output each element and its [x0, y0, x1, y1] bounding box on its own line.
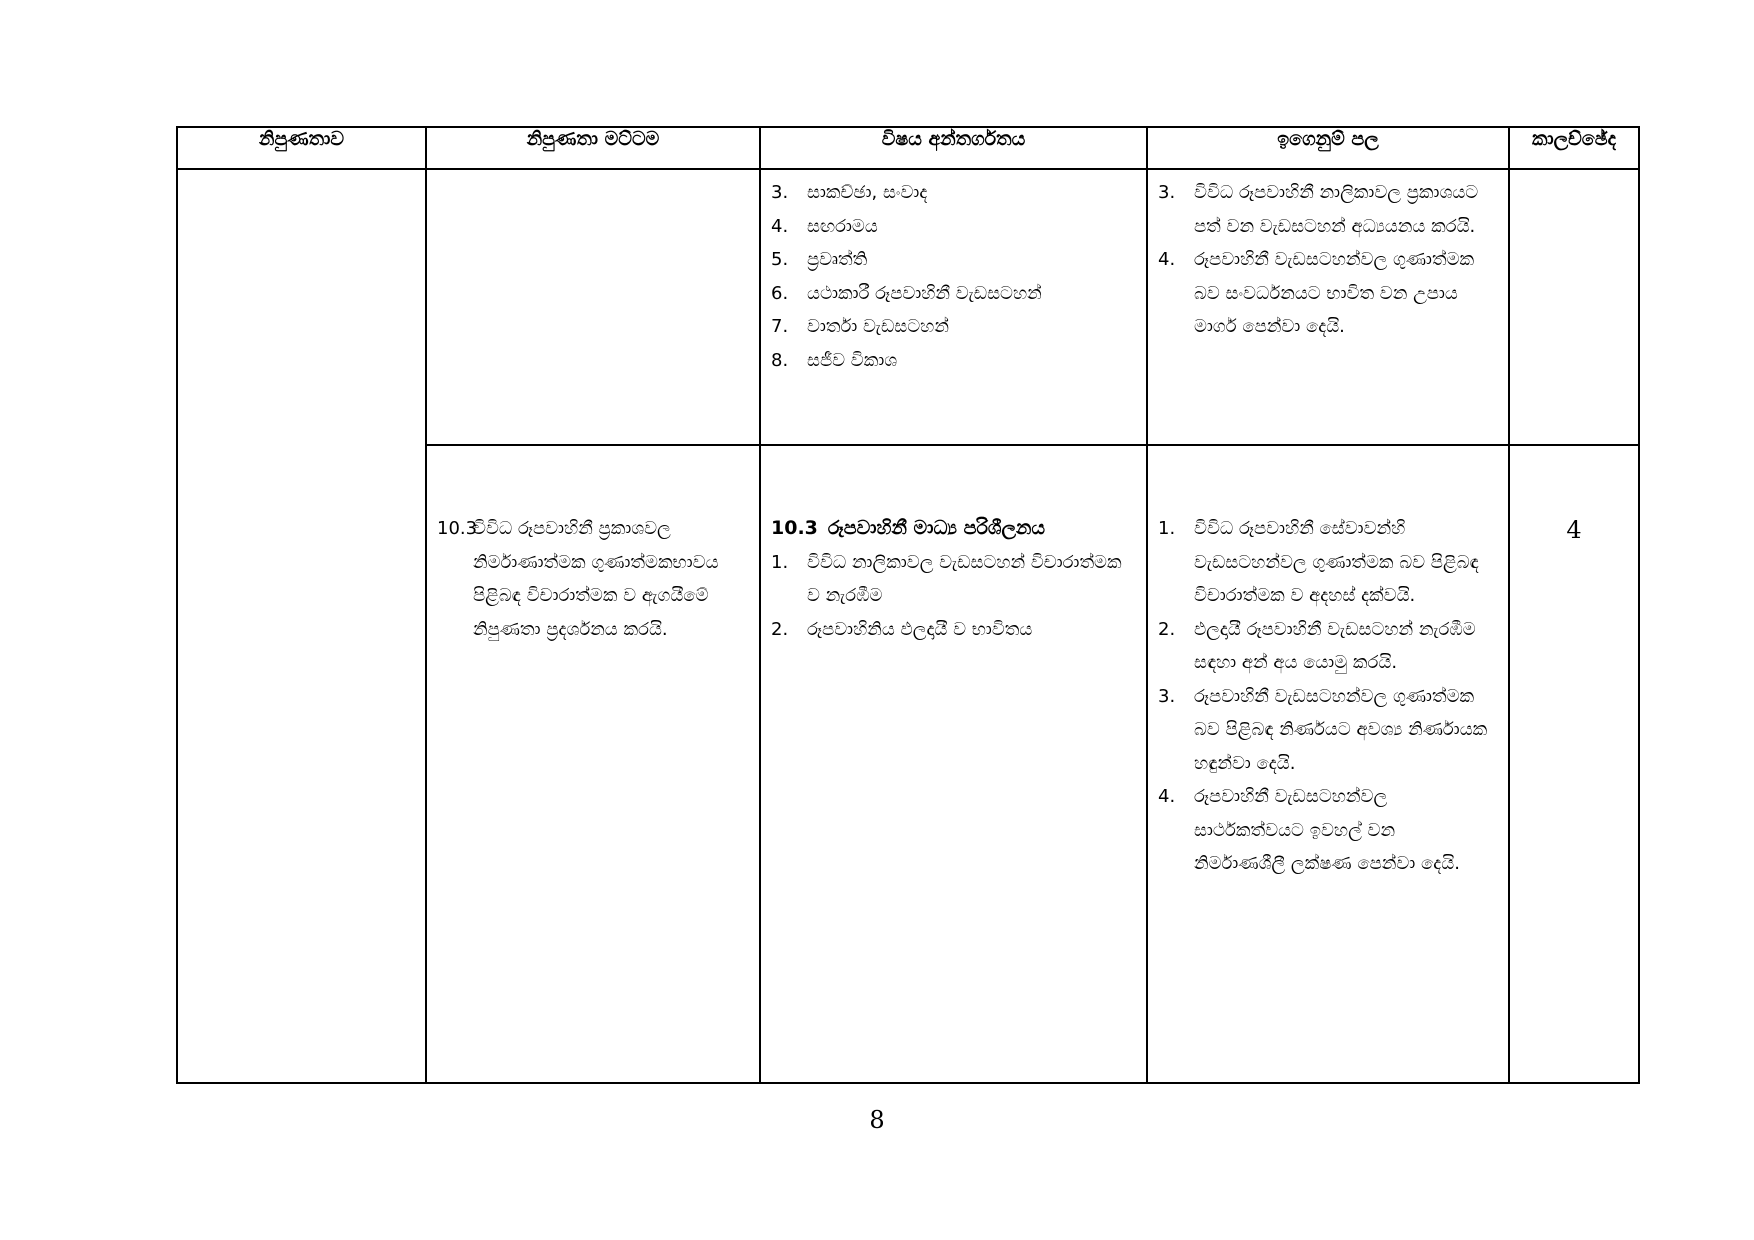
content-list — [761, 546, 1146, 647]
list-item: 4. සඟරාමය — [771, 215, 878, 237]
competency-cell — [177, 169, 426, 1083]
periods-cell — [1509, 169, 1639, 445]
list-item: 3. සාකච්ඡා, සංවාද — [771, 182, 928, 203]
table-row — [177, 169, 1639, 445]
content-list — [761, 176, 1146, 377]
list-item: 1. විවිධ රූපවාහිනී සේවාවන්හි වැඩසටහන්වල ගුණාත්මක බව පිළිබඳ විචාරාත්මක ව අදහස් දක්වයි. — [1158, 518, 1479, 606]
outcomes-list — [1148, 512, 1508, 881]
list-item: 8. සජීව විකාශ — [771, 349, 898, 371]
list-item: 3. විවිධ රූපවාහිනී නාලිකාවල ප්‍රකාශයට පත් වන වැඩසටහන් අධ්‍යයනය කරයි. — [1158, 182, 1479, 237]
competency-level-cell — [426, 169, 760, 445]
learning-outcomes-cell — [1147, 169, 1509, 445]
list-item: 1. විවිධ නාලිකාවල වැඩසටහන් විචාරාත්මක ව නැරඹීම — [771, 551, 1122, 606]
header-periods: කාලච්ඡේද — [1509, 127, 1639, 169]
table-header-row — [177, 127, 1639, 169]
list-item: 6. යථාකාරී රූපවාහිනී වැඩසටහන් — [771, 282, 1042, 304]
header-competency-level: නිපුණතා මට්ටම — [426, 127, 760, 169]
subject-content-cell — [760, 169, 1147, 445]
list-item: 3. රූපවාහිනී වැඩසටහන්වල ගුණාත්මක බව පිළිබඳ නිර්ණයට අවශ්‍ය නිර්ණායක හඳුන්වා දෙයි. — [1158, 685, 1488, 774]
syllabus-table — [176, 126, 1640, 1084]
periods-value: 4 — [1566, 516, 1582, 544]
header-subject-content: විෂය අන්තර්ගතය — [760, 127, 1147, 169]
header-learning-outcomes: ඉගෙනුම් පල — [1147, 127, 1509, 169]
competency-level-cell — [426, 445, 760, 1083]
subject-content-cell — [760, 445, 1147, 1083]
topic-heading: 10.3 රූපවාහිනී මාධ්‍ය පරිශීලනය — [771, 517, 1046, 539]
outcomes-list — [1148, 176, 1508, 344]
page-number: 8 — [869, 1106, 885, 1134]
periods-cell — [1509, 445, 1639, 1083]
header-competency: නිපුණතාව — [177, 127, 426, 169]
list-item: 5. ප්‍රවෘත්ති — [771, 249, 868, 270]
list-item: 2. රූපවාහිනිය ඵලදායී ව භාවිතය — [771, 618, 1033, 640]
learning-outcomes-cell — [1147, 445, 1509, 1083]
list-item: 4. රූපවාහිනී වැඩසටහන්වල සාර්ථකත්වයට ඉවහල් වන නිර්මාණශීලී ලක්ෂණ පෙන්වා දෙයි. — [1158, 786, 1460, 874]
list-item: 2. ඵලදායී රූපවාහිනී වැඩසටහන් නැරඹීම සඳහා අන් අය යොමු කරයි. — [1158, 618, 1476, 673]
competency-level-text: 10.3විවිධ රූපවාහිනී ප්‍රකාශවල නිර්මාණාත්මක ගුණාත්මකභාවය පිළිබඳ විචාරාත්මක ව ඇගයීමේ නිපුණතා ප්‍රදර්ශනය කරයි. — [437, 518, 719, 640]
list-item: 7. වාර්තා වැඩසටහන් — [771, 316, 949, 337]
list-item: 4. රූපවාහිනී වැඩසටහන්වල ගුණාත්මක බව සංවර්ධනයට භාවිත වන උපාය මාර්ග පෙන්වා දෙයි. — [1158, 249, 1475, 337]
